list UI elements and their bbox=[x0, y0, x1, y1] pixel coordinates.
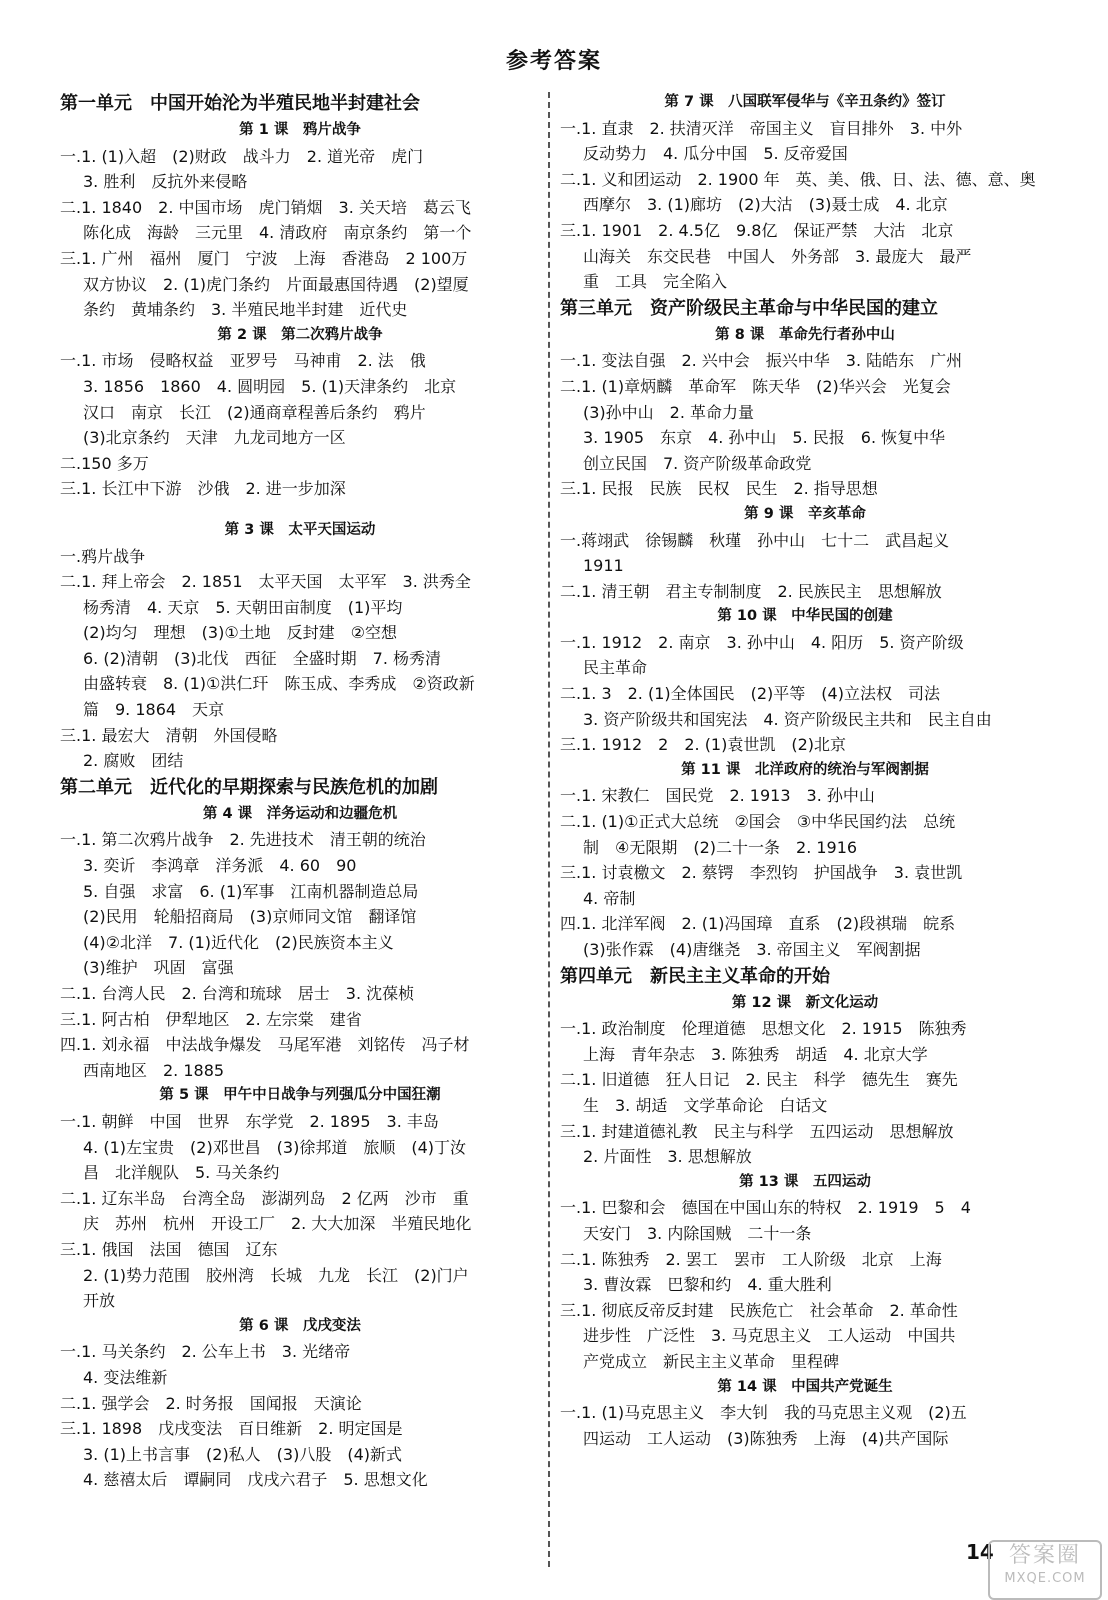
answer-line: 一.1. 马关条约 2. 公车上书 3. 光绪帝 bbox=[60, 1342, 351, 1362]
answer-line: 一.1. 朝鲜 中国 世界 东学党 2. 1895 3. 丰岛 bbox=[60, 1111, 439, 1131]
page-title: 参考答案 bbox=[505, 49, 602, 74]
lesson-heading: 第 5 课 甲午中日战争与列强瓜分中国狂潮 bbox=[159, 1087, 441, 1104]
answer-line-continued: 创立民国 7. 资产阶级革命政党 bbox=[583, 453, 812, 473]
lesson-heading: 第 8 课 革命先行者孙中山 bbox=[715, 326, 895, 343]
lesson-heading: 第 10 课 中华民国的创建 bbox=[717, 608, 893, 625]
answer-line: 一.蒋翊武 徐锡麟 秋瑾 孙中山 七十二 武昌起义 bbox=[560, 530, 950, 550]
answer-line: 二.1. 1840 2. 中国市场 虎门销烟 3. 关天培 葛云飞 bbox=[60, 197, 471, 217]
answer-line-continued: 双方协议 2. (1)虎门条约 片面最惠国待遇 (2)望厦 bbox=[83, 274, 469, 294]
answer-line: 二.1. 台湾人民 2. 台湾和琉球 居士 3. 沈葆桢 bbox=[60, 984, 415, 1003]
answer-line-continued: 5. 自强 求富 6. (1)军事 江南机器制造总局 bbox=[83, 881, 419, 901]
answer-line-continued: 西摩尔 3. (1)廊坊 (2)大沽 (3)聂士成 4. 北京 bbox=[583, 195, 948, 215]
answer-line-continued: 3. 奕䜣 李鸿章 洋务派 4. 60 90 bbox=[83, 856, 357, 876]
lesson-heading: 第 3 课 太平天国运动 bbox=[224, 521, 376, 538]
watermark-url: MXQE.COM bbox=[1004, 1571, 1086, 1586]
answer-line: 二.1. 陈独秀 2. 罢工 罢市 工人阶级 北京 上海 bbox=[560, 1249, 942, 1269]
answer-line-continued: 生 3. 胡适 文学革命论 白话文 bbox=[583, 1095, 828, 1115]
answer-line: 一.1. 第二次鸦片战争 2. 先进技术 清王朝的统治 bbox=[60, 830, 426, 850]
answer-line-continued: (3)张作霖 (4)唐继尧 3. 帝国主义 军阀割据 bbox=[583, 940, 921, 959]
answer-line-continued: (3)孙中山 2. 革命力量 bbox=[583, 402, 755, 422]
answer-line-continued: 民主革命 bbox=[583, 658, 648, 678]
answer-line-continued: 西南地区 2. 1885 bbox=[83, 1060, 225, 1080]
answer-line-continued: (3)维护 巩固 富强 bbox=[83, 958, 234, 978]
answer-line: 二.1. 拜上帝会 2. 1851 太平天国 太平军 3. 洪秀全 bbox=[60, 572, 471, 592]
answer-line-continued: 庆 苏州 杭州 开设工厂 2. 大大加深 半殖民地化 bbox=[83, 1214, 472, 1234]
answer-line: 一.1. 变法自强 2. 兴中会 振兴中华 3. 陆皓东 广州 bbox=[560, 351, 963, 371]
answer-line: 二.1. (1)章炳麟 革命军 陈天华 (2)华兴会 光复会 bbox=[560, 376, 951, 396]
unit-heading: 第一单元 中国开始沦为半殖民地半封建社会 bbox=[60, 93, 420, 114]
answer-line-continued: (4)②北洋 7. (1)近代化 (2)民族资本主义 bbox=[83, 932, 394, 952]
lesson-heading: 第 14 课 中国共产党诞生 bbox=[717, 1378, 893, 1395]
answer-line-continued: 3. 胜利 反抗外来侵略 bbox=[83, 172, 248, 192]
lesson-heading: 第 12 课 新文化运动 bbox=[731, 994, 879, 1011]
answer-line-continued: 杨秀清 4. 天京 5. 天朝田亩制度 (1)平均 bbox=[83, 597, 403, 617]
answer-line: 一.1. 政治制度 伦理道德 思想文化 2. 1915 陈独秀 bbox=[560, 1019, 967, 1039]
answer-line: 三.1. 广州 福州 厦门 宁波 上海 香港岛 2 100万 bbox=[60, 248, 468, 268]
answer-line-continued: 4. 慈禧太后 谭嗣同 戊戌六君子 5. 思想文化 bbox=[83, 1470, 428, 1490]
answer-line-continued: 天安门 3. 内除国贼 二十一条 bbox=[583, 1223, 812, 1243]
answer-line-continued: 3. 1905 东京 4. 孙中山 5. 民报 6. 恢复中华 bbox=[583, 428, 946, 448]
answer-line-continued: 篇 9. 1864 天京 bbox=[83, 700, 225, 720]
answer-line-continued: 2. 片面性 3. 思想解放 bbox=[583, 1147, 752, 1167]
page-number: 14 bbox=[966, 1540, 994, 1564]
answer-line-continued: (3)北京条约 天津 九龙司地方一区 bbox=[83, 428, 346, 448]
answer-line: 一.1. 宋教仁 国民党 2. 1913 3. 孙中山 bbox=[560, 786, 875, 806]
lesson-heading: 第 9 课 辛亥革命 bbox=[744, 505, 866, 522]
answer-line-continued: 四运动 工人运动 (3)陈独秀 上海 (4)共产国际 bbox=[583, 1428, 949, 1448]
answer-line-continued: 4. 变法维新 bbox=[83, 1367, 168, 1387]
answer-line-continued: 4. (1)左宝贵 (2)邓世昌 (3)徐邦道 旅顺 (4)丁汝 bbox=[83, 1137, 467, 1157]
lesson-heading: 第 6 课 戊戌变法 bbox=[239, 1317, 361, 1334]
answer-line-continued: 3. 1856 1860 4. 圆明园 5. (1)天津条约 北京 bbox=[83, 376, 457, 396]
answer-line: 二.1. 清王朝 君主专制制度 2. 民族民主 思想解放 bbox=[560, 581, 942, 601]
answer-line: 一.1. (1)入超 (2)财政 战斗力 2. 道光帝 虎门 bbox=[60, 146, 424, 166]
answer-line: 二.1. 义和团运动 2. 1900 年 英、美、俄、日、法、德、意、奥 bbox=[560, 169, 1036, 189]
answer-line: 一.1. (1)马克思主义 李大钊 我的马克思主义观 (2)五 bbox=[560, 1403, 967, 1423]
watermark-glyphs: 答案圈 bbox=[1008, 1543, 1081, 1568]
watermark-logo bbox=[988, 1540, 1102, 1600]
answer-line-continued: 3. 曹汝霖 巴黎和约 4. 重大胜利 bbox=[583, 1275, 832, 1295]
lesson-heading: 第 1 课 鸦片战争 bbox=[239, 122, 361, 138]
left-column bbox=[60, 90, 540, 1493]
answer-line-continued: 制 ④无限期 (2)二十一条 2. 1916 bbox=[583, 837, 858, 857]
lesson-heading: 第 2 课 第二次鸦片战争 bbox=[217, 326, 383, 343]
unit-heading: 第三单元 资产阶级民主革命与中华民国的建立 bbox=[560, 297, 938, 319]
lesson-heading: 第 11 课 北洋政府的统治与军阀割据 bbox=[681, 761, 929, 778]
spacer bbox=[60, 502, 540, 518]
answer-line-continued: 2. (1)势力范围 胶州湾 长城 九龙 长江 (2)门户 bbox=[83, 1265, 469, 1285]
answer-line: 三.1. 最宏大 清朝 外国侵略 bbox=[60, 725, 278, 745]
answer-line-continued: 由盛转衰 8. (1)①洪仁玕 陈玉成、李秀成 ②资政新 bbox=[83, 674, 475, 694]
answer-line: 四.1. 北洋军阀 2. (1)冯国璋 直系 (2)段祺瑞 皖系 bbox=[560, 914, 956, 934]
answer-line: 三.1. 1898 戊戌变法 百日维新 2. 明定国是 bbox=[60, 1419, 403, 1439]
answer-line-continued: 进步性 广泛性 3. 马克思主义 工人运动 中国共 bbox=[583, 1326, 956, 1346]
lesson-heading: 第 13 课 五四运动 bbox=[739, 1173, 871, 1190]
lesson-heading: 第 4 课 洋务运动和边疆危机 bbox=[202, 805, 398, 822]
answer-line: 三.1. 俄国 法国 德国 辽东 bbox=[60, 1239, 278, 1259]
column-divider bbox=[548, 92, 550, 1567]
lesson-heading: 第 7 课 八国联军侵华与《辛丑条约》签订 bbox=[664, 94, 946, 110]
answer-line: 一.1. 巴黎和会 德国在中国山东的特权 2. 1919 5 4 bbox=[560, 1198, 971, 1218]
answer-line: 三.1. 封建道德礼教 民主与科学 五四运动 思想解放 bbox=[560, 1121, 954, 1141]
answer-line: 二.1. (1)①正式大总统 ②国会 ③中华民国约法 总统 bbox=[560, 812, 956, 832]
answer-line-continued: 上海 青年杂志 3. 陈独秀 胡适 4. 北京大学 bbox=[583, 1044, 928, 1064]
answer-line-continued: 汉口 南京 长江 (2)通商章程善后条约 鸦片 bbox=[83, 402, 426, 422]
answer-line: 三.1. 长江中下游 沙俄 2. 进一步加深 bbox=[60, 479, 346, 499]
answer-line: 二.1. 3 2. (1)全体国民 (2)平等 (4)立法权 司法 bbox=[560, 684, 940, 704]
answer-line-continued: 重 工具 完全陷入 bbox=[583, 272, 728, 292]
answer-line-continued: 山海关 东交民巷 中国人 外务部 3. 最庞大 最严 bbox=[583, 246, 972, 266]
answer-line: 三.1. 讨袁檄文 2. 蔡锷 李烈钧 护国战争 3. 袁世凯 bbox=[560, 863, 963, 883]
answer-line-continued: 6. (2)清朝 (3)北伐 西征 全盛时期 7. 杨秀清 bbox=[83, 648, 442, 668]
answer-line: 三.1. 彻底反帝反封建 民族危亡 社会革命 2. 革命性 bbox=[560, 1300, 958, 1320]
answer-line-continued: 条约 黄埔条约 3. 半殖民地半封建 近代史 bbox=[83, 300, 408, 320]
answer-line: 一.1. 1912 2. 南京 3. 孙中山 4. 阳历 5. 资产阶级 bbox=[560, 632, 964, 652]
answer-line-continued: 1911 bbox=[583, 556, 624, 576]
answer-line-continued: 陈化成 海龄 三元里 4. 清政府 南京条约 第一个 bbox=[83, 223, 472, 243]
answer-line-continued: 反动势力 4. 瓜分中国 5. 反帝爱国 bbox=[583, 144, 848, 164]
answer-line: 三.1. 1901 2. 4.5亿 9.8亿 保证严禁 大沽 北京 bbox=[560, 220, 954, 240]
answer-line-continued: 昌 北洋舰队 5. 马关条约 bbox=[83, 1163, 280, 1183]
answer-line: 三.1. 1912 2 2. (1)袁世凯 (2)北京 bbox=[560, 735, 847, 755]
answer-line: 二.150 多万 bbox=[60, 453, 149, 473]
answer-line: 四.1. 刘永福 中法战争爆发 马尾军港 刘铭传 冯子材 bbox=[60, 1035, 470, 1055]
answer-line: 一.1. 市场 侵略权益 亚罗号 马神甫 2. 法 俄 bbox=[60, 351, 426, 371]
answer-line: 一.鸦片战争 bbox=[60, 546, 146, 566]
unit-heading: 第四单元 新民主主义革命的开始 bbox=[560, 965, 830, 987]
unit-heading: 第二单元 近代化的早期探索与民族危机的加剧 bbox=[60, 776, 438, 798]
right-column bbox=[560, 90, 1050, 1451]
answer-line-continued: 3. 资产阶级共和国宪法 4. 资产阶级民主共和 民主自由 bbox=[583, 709, 992, 729]
answer-line-continued: 3. (1)上书言事 (2)私人 (3)八股 (4)新式 bbox=[83, 1444, 403, 1464]
answer-line: 二.1. 旧道德 狂人日记 2. 民主 科学 德先生 赛先 bbox=[560, 1070, 958, 1090]
answer-line: 三.1. 民报 民族 民权 民生 2. 指导思想 bbox=[560, 479, 878, 499]
answer-line-continued: (2)均匀 理想 (3)①土地 反封建 ②空想 bbox=[83, 623, 398, 643]
answer-line: 二.1. 强学会 2. 时务报 国闻报 天演论 bbox=[60, 1393, 362, 1413]
answer-line-continued: (2)民用 轮船招商局 (3)京师同文馆 翻译馆 bbox=[83, 907, 417, 927]
answer-line: 二.1. 辽东半岛 台湾全岛 澎湖列岛 2 亿两 沙市 重 bbox=[60, 1188, 469, 1208]
answer-line-continued: 开放 bbox=[83, 1291, 116, 1311]
answer-line: 三.1. 阿古柏 伊犁地区 2. 左宗棠 建省 bbox=[60, 1009, 362, 1029]
answer-line-continued: 产党成立 新民主主义革命 里程碑 bbox=[583, 1351, 840, 1371]
answer-line-continued: 2. 腐败 团结 bbox=[83, 751, 184, 771]
answer-line-continued: 4. 帝制 bbox=[583, 888, 636, 908]
answer-line: 一.1. 直隶 2. 扶清灭洋 帝国主义 盲目排外 3. 中外 bbox=[560, 118, 963, 138]
